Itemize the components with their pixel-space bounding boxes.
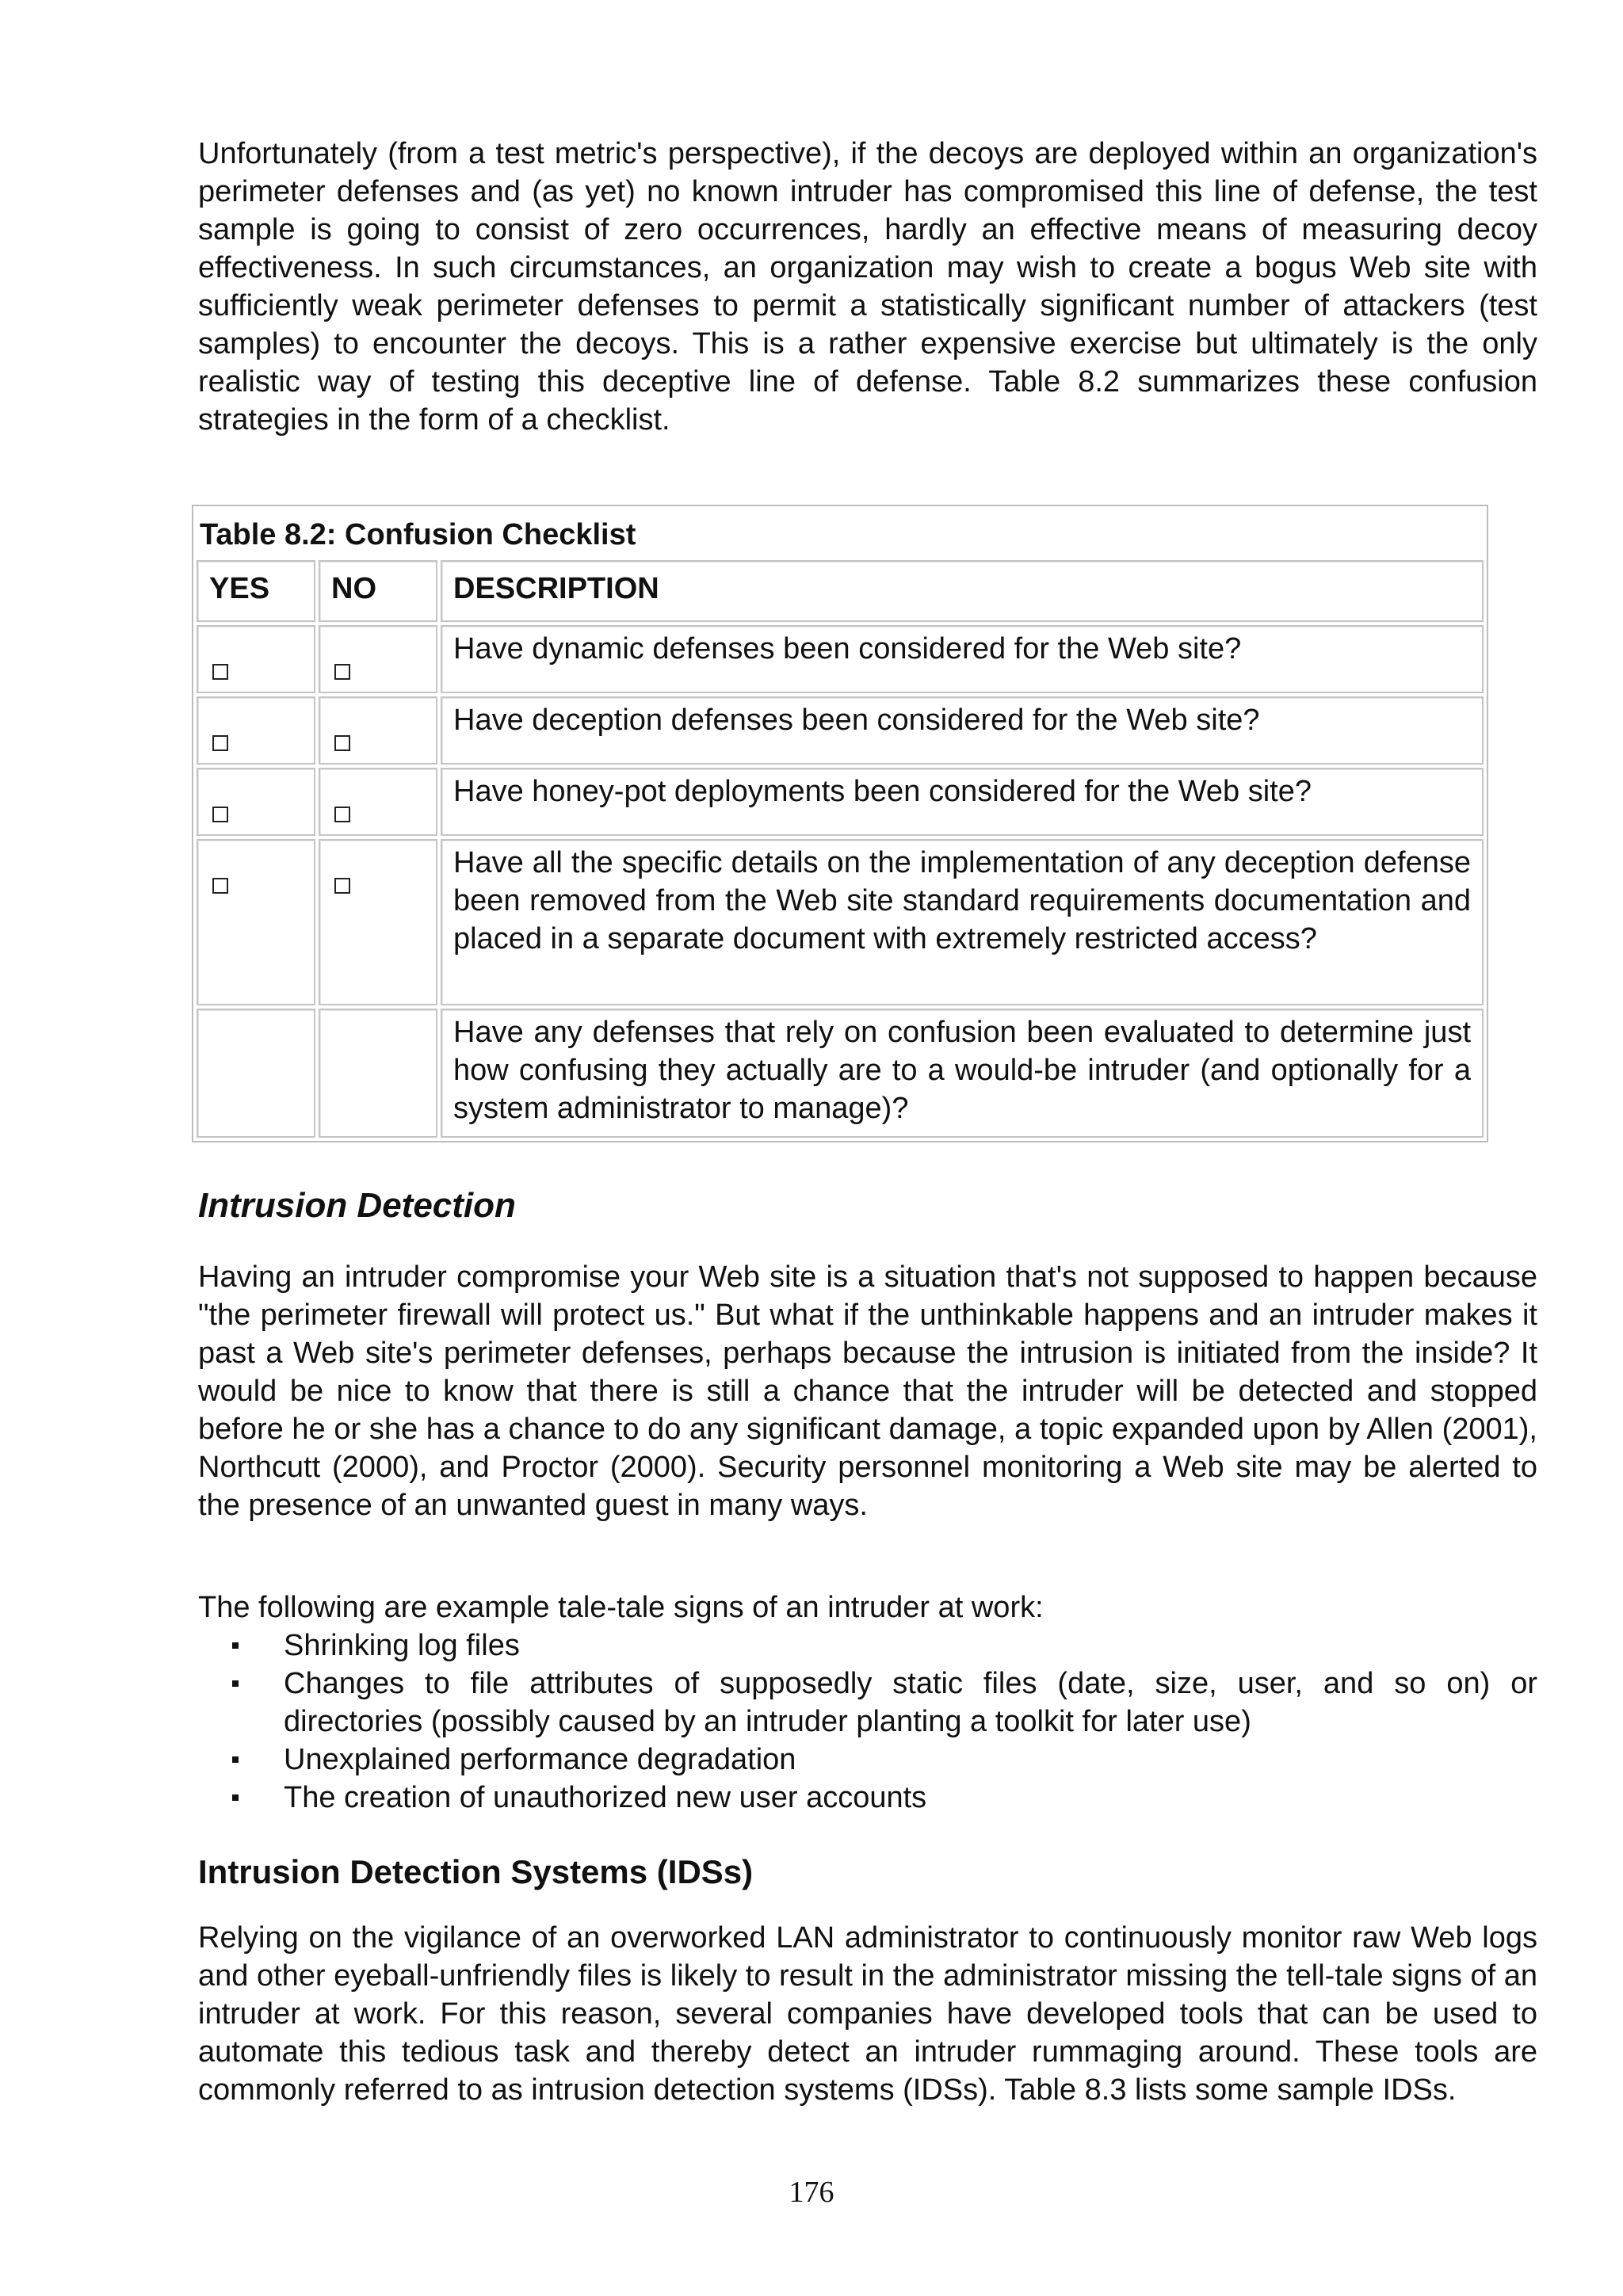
- signs-intro: The following are example tale-tale signs of an intruder at work:: [198, 1591, 1044, 1624]
- header-description: DESCRIPTION: [441, 560, 1484, 622]
- checkbox-icon[interactable]: [212, 807, 228, 822]
- page-number: 176: [789, 2176, 834, 2209]
- checkbox-icon[interactable]: [334, 664, 350, 680]
- list-item: Changes to file attributes of supposedly static files (date, size, user, and so on) or: [198, 1665, 1537, 1703]
- row4-yes-cell: [197, 839, 315, 1005]
- confusion-checklist-table: [192, 505, 1488, 1142]
- row3-yes-cell: [197, 768, 315, 836]
- intro-paragraph: Unfortunately (from a test metric's perspective), if the decoys are deployed within an organization's perimeter defenses and (as yet) no known intruder has compromised this line of defense, the test sample is going to consist of zero occurrences, hardly an effective means of measuring decoy effectiveness. In such circumstances, an organization may wish to create a bogus Web site with sufficiently weak perimeter defenses to permit a statistically significant number of attackers (test samples) to encounter the decoys. This is a rather expensive exercise but ultimately is the only realistic way of testing this deceptive line of defense. Table 8.2 summarizes these confusion strategies in the form of a checklist.: [198, 137, 1537, 437]
- bullet-icon: [232, 1794, 239, 1801]
- row2-description: Have deception defenses been considered for the Web site?: [441, 696, 1484, 765]
- header-no: NO: [319, 560, 437, 622]
- checkbox-icon[interactable]: [334, 735, 350, 751]
- row3-no-cell: [319, 768, 437, 836]
- checkbox-icon[interactable]: [334, 878, 350, 894]
- row4-description: Have all the specific details on the implementation of any deception defense been removed from the Web site standard requirements documentation and placed in a separate document with extremely restricted access?: [441, 839, 1484, 1005]
- row5-no-cell: [319, 1009, 437, 1138]
- row1-no-cell: [319, 625, 437, 693]
- checkbox-icon[interactable]: [212, 664, 228, 680]
- row5-yes-cell: [197, 1009, 315, 1138]
- bullet-icon: [232, 1756, 239, 1763]
- row4-no-cell: [319, 839, 437, 1005]
- heading-intrusion-detection: Intrusion Detection: [198, 1186, 516, 1225]
- ids-paragraph: Relying on the vigilance of an overworked LAN administrator to continuously monitor raw Web logs and other eyeball-unfriendly files is likely to result in the administrator missing the tell-tale signs of an intruder at work. For this reason, several companies have developed tools that can be used to automate this tedious task and thereby detect an intruder rummaging around. These tools are commonly referred to as intrusion detection systems (IDSs). Table 8.3 lists some sample IDSs.: [198, 1921, 1537, 2107]
- row2-yes-cell: [197, 696, 315, 765]
- list-item: The creation of unauthorized new user accounts: [198, 1779, 1537, 1817]
- row3-description: Have honey-pot deployments been considered for the Web site?: [441, 768, 1484, 836]
- row2-no-cell: [319, 696, 437, 765]
- list-item-continuation: directories (possibly caused by an intruder planting a toolkit for later use): [284, 1705, 1251, 1738]
- table-caption: Table 8.2: Confusion Checklist: [200, 518, 636, 551]
- bullet-icon: [232, 1680, 239, 1687]
- checkbox-icon[interactable]: [212, 735, 228, 751]
- list-item: Shrinking log files: [198, 1627, 1537, 1665]
- heading-ids: Intrusion Detection Systems (IDSs): [198, 1853, 754, 1890]
- row1-yes-cell: [197, 625, 315, 693]
- header-yes: YES: [197, 560, 315, 622]
- intrusion-paragraph: Having an intruder compromise your Web site is a situation that's not supposed to happen because "the perimeter firewall will protect us." But what if the unthinkable happens and an intruder makes it past a Web site's perimeter defenses, perhaps because the intrusion is initiated from the inside? It would be nice to know that there is still a chance that the intruder will be detected and stopped before he or she has a chance to do any significant damage, a topic expanded upon by Allen (2001), Northcutt (2000), and Proctor (2000). Security personnel monitoring a Web site may be alerted to the presence of an unwanted guest in many ways.: [198, 1261, 1537, 1522]
- row5-description: Have any defenses that rely on confusion been evaluated to determine just how confusing they actually are to a would-be intruder (and optionally for a system administrator to manage)?: [441, 1009, 1484, 1138]
- checkbox-icon[interactable]: [334, 807, 350, 822]
- list-item: Unexplained performance degradation: [198, 1741, 1537, 1779]
- checkbox-icon[interactable]: [212, 878, 228, 894]
- bullet-icon: [232, 1642, 239, 1649]
- row1-description: Have dynamic defenses been considered for the Web site?: [441, 625, 1484, 693]
